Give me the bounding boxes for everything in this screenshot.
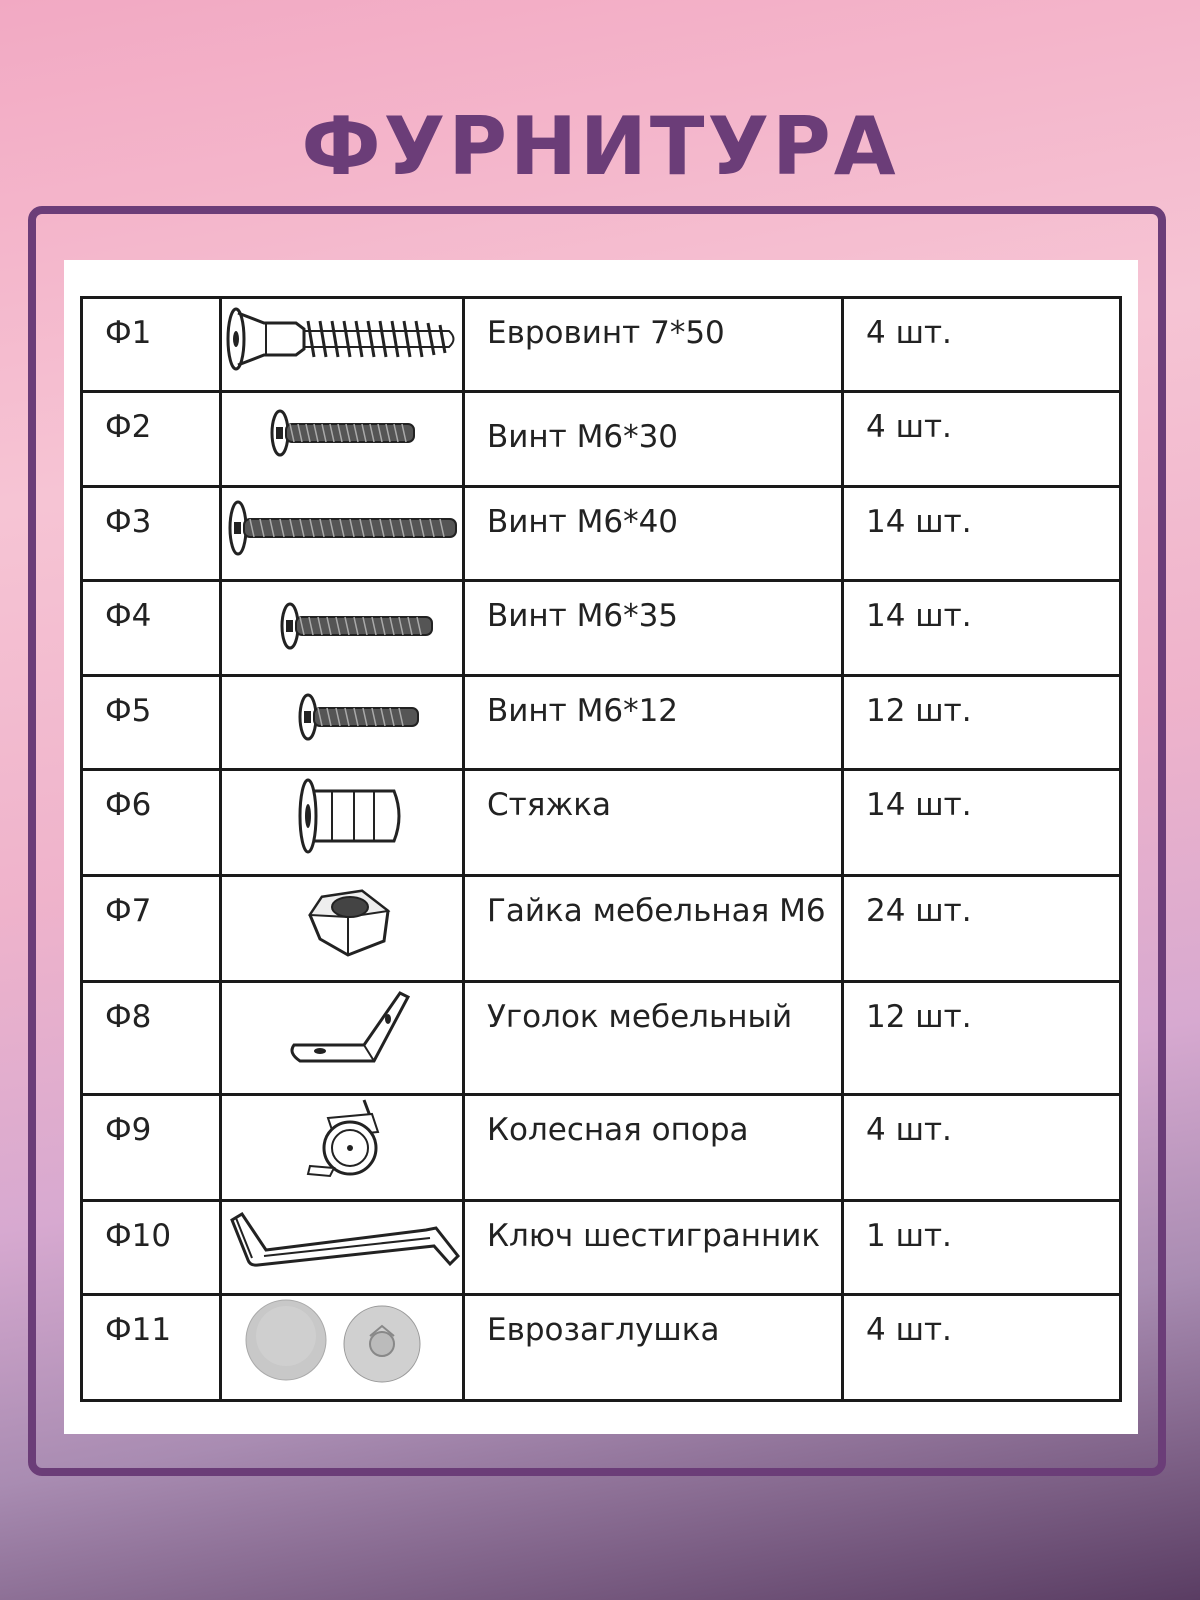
table-row [82, 298, 1121, 392]
item-code: Ф6 [105, 787, 152, 824]
hardware-sheet [64, 260, 1138, 1434]
screw-m6-12-icon [224, 677, 460, 757]
item-image-cell [221, 1200, 464, 1294]
item-image-cell [221, 298, 464, 392]
item-name-cell [464, 581, 843, 675]
item-qty: 1 шт. [866, 1217, 952, 1254]
item-qty-cell [843, 1094, 1121, 1200]
item-name-cell [464, 770, 843, 876]
caster-wheel-icon [224, 1096, 460, 1186]
item-code-cell [82, 392, 221, 486]
item-code: Ф5 [105, 692, 152, 729]
item-name: Еврозаглушка [487, 1312, 720, 1349]
eurobolt-icon [224, 299, 460, 379]
item-code-cell [82, 1200, 221, 1294]
item-name: Винт М6*40 [487, 503, 679, 540]
table-row [82, 1295, 1121, 1401]
table-row [82, 1200, 1121, 1294]
hex-key-icon [224, 1202, 460, 1282]
item-name-cell [464, 876, 843, 982]
item-qty-cell [843, 982, 1121, 1095]
item-name: Уголок мебельный [487, 999, 793, 1036]
item-qty: 12 шт. [866, 692, 972, 729]
item-image-cell [221, 1094, 464, 1200]
item-qty: 14 шт. [866, 787, 972, 824]
item-name-cell [464, 982, 843, 1095]
table-row [82, 1094, 1121, 1200]
item-code-cell [82, 675, 221, 769]
item-qty: 14 шт. [866, 503, 972, 540]
item-code: Ф3 [105, 503, 152, 540]
item-code: Ф2 [105, 409, 152, 446]
item-qty-cell [843, 675, 1121, 769]
item-code-cell [82, 298, 221, 392]
item-name: Гайка мебельная М6 [487, 893, 826, 930]
hex-nut-icon [224, 877, 460, 967]
item-qty: 14 шт. [866, 598, 972, 635]
table-row [82, 876, 1121, 982]
item-name-cell [464, 675, 843, 769]
item-name-cell [464, 392, 843, 486]
item-image-cell [221, 581, 464, 675]
table-row [82, 486, 1121, 580]
item-name: Евровинт 7*50 [487, 315, 725, 351]
item-image-cell [221, 876, 464, 982]
coupler-icon [224, 771, 460, 861]
item-qty-cell [843, 298, 1121, 392]
item-code: Ф8 [105, 999, 152, 1036]
cap-plug-icon [224, 1296, 460, 1386]
item-code-cell [82, 581, 221, 675]
item-code-cell [82, 1295, 221, 1401]
item-image-cell [221, 392, 464, 486]
item-code-cell [82, 486, 221, 580]
item-qty-cell [843, 486, 1121, 580]
item-qty-cell [843, 392, 1121, 486]
item-qty-cell [843, 1295, 1121, 1401]
item-qty: 24 шт. [866, 893, 972, 930]
item-name-cell [464, 1094, 843, 1200]
item-qty-cell [843, 1200, 1121, 1294]
item-image-cell [221, 1295, 464, 1401]
item-qty-cell [843, 770, 1121, 876]
item-code-cell [82, 770, 221, 876]
table-row [82, 675, 1121, 769]
item-image-cell [221, 675, 464, 769]
item-image-cell [221, 982, 464, 1095]
item-name: Винт М6*35 [487, 598, 679, 635]
item-name-cell [464, 298, 843, 392]
item-name: Винт М6*12 [487, 692, 679, 729]
corner-bracket-icon [224, 983, 460, 1079]
page-title: ФУРНИТУРА [301, 100, 899, 193]
table-row [82, 392, 1121, 486]
item-name-cell [464, 1295, 843, 1401]
item-qty-cell [843, 876, 1121, 982]
screw-m6-30-icon [224, 393, 460, 473]
item-qty: 12 шт. [866, 999, 972, 1036]
item-code: Ф10 [105, 1217, 172, 1254]
item-image-cell [221, 770, 464, 876]
item-code-cell [82, 982, 221, 1095]
item-qty: 4 шт. [866, 315, 952, 351]
item-code-cell [82, 1094, 221, 1200]
item-qty: 4 шт. [866, 1312, 952, 1349]
item-qty: 4 шт. [866, 409, 952, 446]
item-image-cell [221, 486, 464, 580]
item-name: Ключ шестигранник [487, 1217, 821, 1254]
item-name-cell [464, 1200, 843, 1294]
table-row [82, 581, 1121, 675]
item-name: Винт М6*30 [487, 419, 679, 456]
item-code-cell [82, 876, 221, 982]
item-code: Ф4 [105, 598, 152, 635]
item-name-cell [464, 486, 843, 580]
item-code: Ф9 [105, 1111, 152, 1148]
item-code: Ф1 [105, 315, 152, 351]
screw-m6-35-icon [224, 582, 460, 662]
item-code: Ф11 [105, 1312, 172, 1349]
hardware-table [80, 296, 1122, 1402]
table-row [82, 982, 1121, 1095]
item-qty: 4 шт. [866, 1111, 952, 1148]
item-code: Ф7 [105, 893, 152, 930]
item-qty-cell [843, 581, 1121, 675]
table-row [82, 770, 1121, 876]
item-name: Стяжка [487, 787, 611, 824]
item-name: Колесная опора [487, 1111, 749, 1148]
screw-m6-40-icon [224, 488, 460, 568]
